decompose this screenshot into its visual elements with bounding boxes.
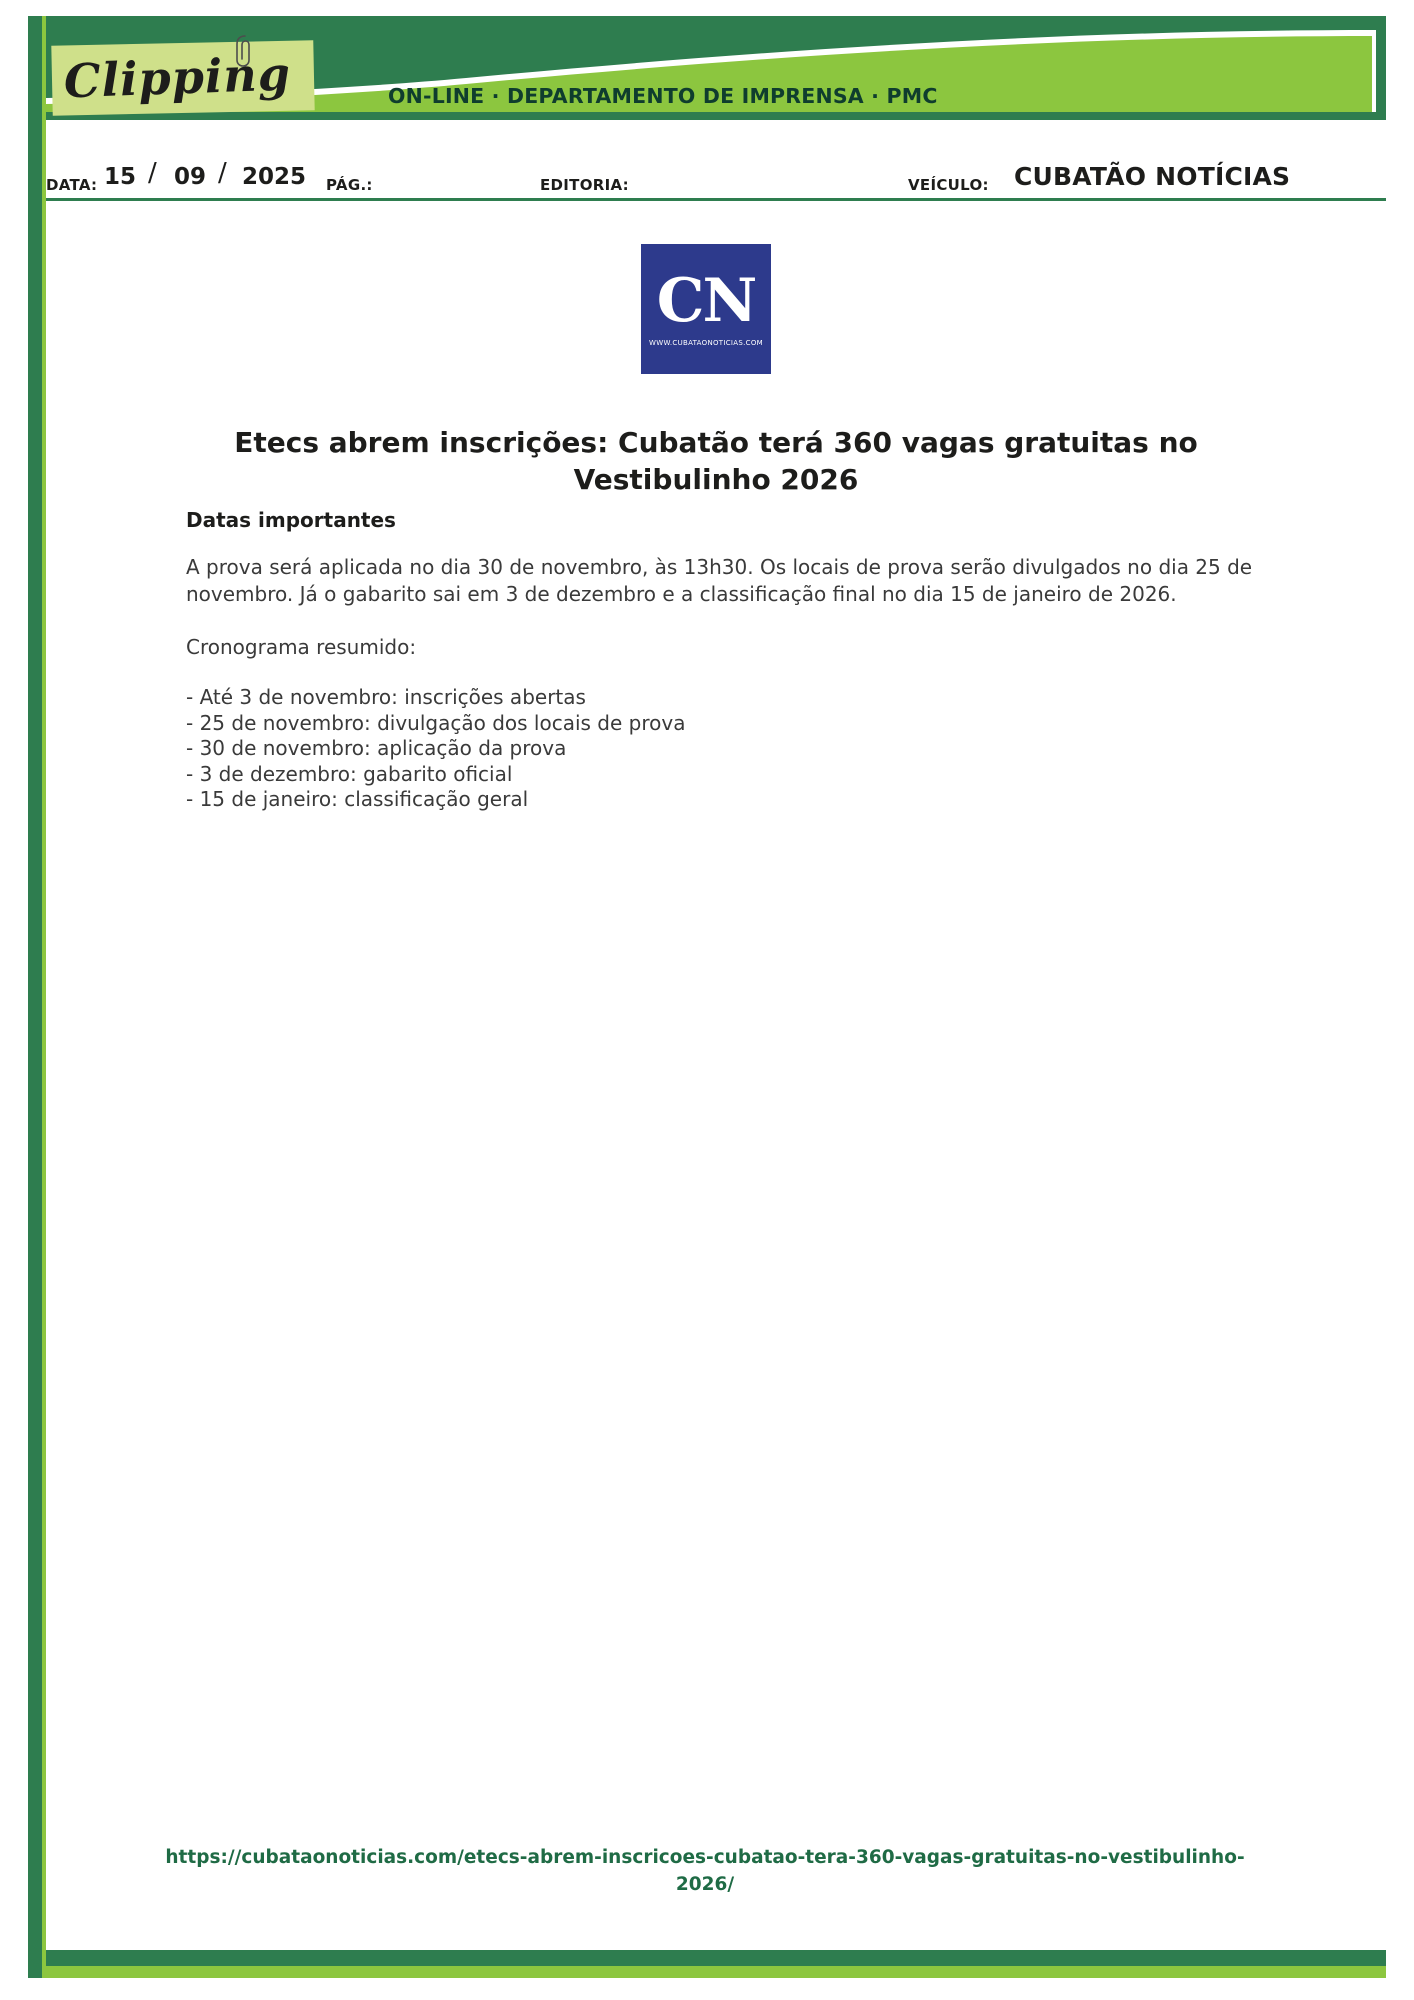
header-subtitle: ON-LINE · DEPARTAMENTO DE IMPRENSA · PMC [388,84,938,108]
footer-green-bar [46,1950,1386,1966]
article-subheading: Datas importantes [186,508,396,532]
date-slash-2: / [218,158,227,188]
veiculo-label: VEÍCULO: [908,176,989,194]
article-body [186,508,1316,813]
cubatao-noticias-logo [641,244,771,374]
data-year-value: 2025 [242,164,307,190]
footer-lightgreen-bar [46,1966,1386,1978]
article-headline: Etecs abrem inscrições: Cubatão terá 360 vagas gratuitas no Vestibulinho 2026 [234,425,1198,496]
list-item: - 3 de dezembro: gabarito oficial [186,761,513,786]
paperclip-icon [232,34,258,68]
list-item: - 25 de novembro: divulgação dos locais de prova [186,710,686,735]
left-lightgreen-bar [42,16,46,1978]
veiculo-value: CUBATÃO NOTÍCIAS [1014,162,1291,191]
article-paragraph-2: Cronograma resumido: [186,635,417,659]
clipping-logo-text: Clipping [63,46,292,109]
data-month-value: 09 [174,164,207,190]
list-item: - 15 de janeiro: classificação geral [186,787,529,812]
meta-row [46,152,1386,200]
schedule-list [186,685,1316,813]
article-paragraph-1: A prova será aplicada no dia 30 de novembro, às 13h30. Os locais de prova serão divulgados no dia 25 de novembro. Já o gabarito sai em 3 de dezembro e a classificação final no dia 15 de janeiro de 2026. [186,555,1253,606]
cn-logo-mark: CN [656,266,756,336]
data-day-value: 15 [104,164,137,190]
list-item: - 30 de novembro: aplicação da prova [186,736,567,761]
data-label: DATA: [46,176,98,194]
editoria-label: EDITORIA: [540,176,629,194]
meta-divider [46,198,1386,201]
source-url-link[interactable]: https://cubataonoticias.com/etecs-abrem-inscricoes-cubatao-tera-360-vagas-gratuitas-no-vestibulinho-2026/ [165,1847,1245,1895]
list-item: - Até 3 de novembro: inscrições abertas [186,685,586,709]
left-green-bar [28,16,42,1978]
pagina-label: PÁG.: [326,176,373,194]
cn-logo-site: WWW.CUBATAONOTICIAS.COM [649,339,763,347]
date-slash-1: / [148,158,157,188]
page-header [46,16,1386,120]
